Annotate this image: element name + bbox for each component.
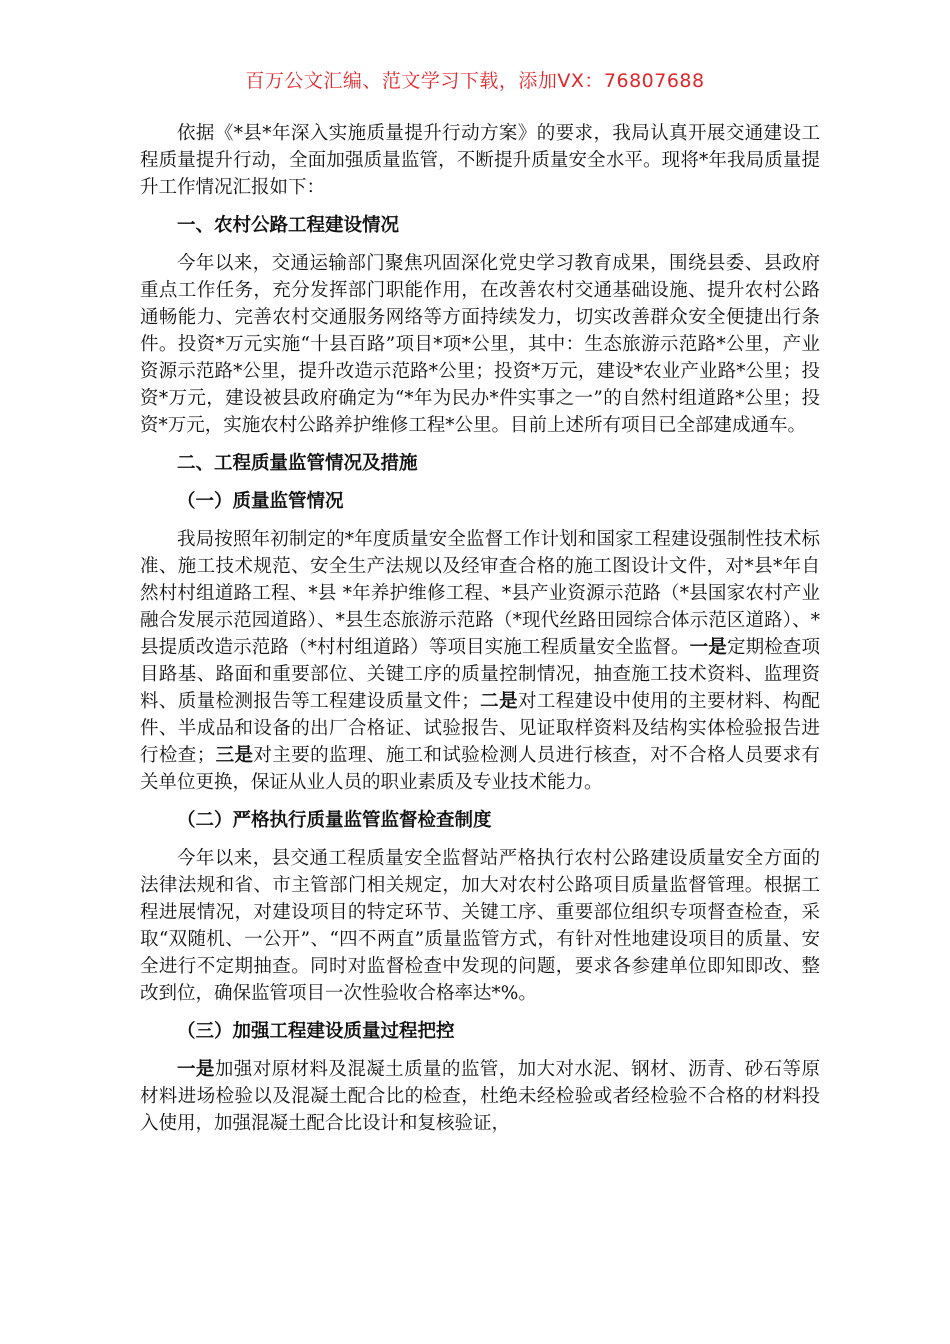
paragraph-inspection-system: 今年以来，县交通工程质量安全监督站严格执行农村公路建设质量安全方面的法律法规和省、市主管部门相关规定，加大对农村公路项目质量监督管理。根据工程进展情况，对建设项目的特定环节、关键工序、重要部位组织专项督查检查，采取“双随机、一公开”、“四不两直”质量监管方式，有针对性地建设项目的质量、安全进行不定期抽查。同时对监督检查中发现的问题，要求各参建单位即知即改、整改到位，确保监管项目一次性验收合格率达*%。 — [140, 848, 820, 1004]
paragraph-process-control — [140, 1056, 820, 1137]
section-heading-2: 二、工程质量监管情况及措施 — [177, 453, 418, 474]
emphasis-third: 三是 — [215, 745, 254, 766]
text-run: 定期检查项目路基、路面和重要部位、关键工序的质量控制情况，抽查施工技术资料、监理资料、质量检测报告等工程建设质量文件； — [140, 637, 820, 712]
emphasis-first: 一是 — [689, 637, 727, 658]
intro-paragraph: 依据《*县*年深入实施质量提升行动方案》的要求，我局认真开展交通建设工程质量提升行动，全面加强质量监管，不断提升质量安全水平。现将*年我局质量提升工作情况汇报如下： — [140, 123, 820, 198]
emphasis-first: 一是 — [177, 1059, 215, 1080]
text-run: 对主要的监理、施工和试验检测人员进行核查，对不合格人员要求有关单位更换，保证从业人员的职业素质及专业技术能力。 — [140, 745, 820, 793]
paragraph-quality-supervision — [140, 526, 820, 796]
subsection-heading-1: （一）质量监管情况 — [177, 491, 344, 512]
emphasis-second: 二是 — [479, 691, 518, 712]
text-run: 加强对原材料及混凝土质量的监管，加大对水泥、钢材、沥青、砂石等原材料进场检验以及混凝土配合比的检查，杜绝未经检验或者经检验不合格的材料投入使用，加强混凝土配合比设计和复核验证， — [140, 1059, 820, 1134]
text-run: 我局按照年初制定的*年度质量安全监督工作计划和国家工程建设强制性技术标准、施工技术规范、安全生产法规以及经审查合格的施工图设计文件，对*县*年自然村村组道路工程、*县 *年养护维修工程、*县产业资源示范路（*县国家农村产业融合发展示范园道路）、*县生态旅游示范路（*现代丝路田园综合体示范区道路）、*县提质改造示范路（*村村组道路）等项目实施工程质量安全监督。 — [140, 529, 820, 658]
section-heading-1: 一、农村公路工程建设情况 — [177, 215, 400, 236]
text-run: 对工程建设中使用的主要材料、构配件、半成品和设备的出厂合格证、试验报告、见证取样资料及结构实体检验报告进行检查； — [140, 691, 820, 766]
subsection-heading-3: （三）加强工程建设质量过程把控 — [177, 1021, 455, 1042]
subsection-heading-2: （二）严格执行质量监管监督检查制度 — [177, 810, 492, 831]
watermark-banner: 百万公文汇编、范文学习下载，添加VX：76807688 — [245, 70, 705, 92]
document-body — [140, 120, 820, 1137]
paragraph-rural-roads: 今年以来，交通运输部门聚焦巩固深化党史学习教育成果，围绕县委、县政府重点工作任务，充分发挥部门职能作用，在改善农村交通基础设施、提升农村公路通畅能力、完善农村交通服务网络等方面持续发力，切实改善群众安全便捷出行条件。投资*万元实施“十县百路”项目*项*公里，其中：生态旅游示范路*公里，产业资源示范路*公里，提升改造示范路*公里；投资*万元，建设*农业产业路*公里；投资*万元，建设被县政府确定为“*年为民办*件实事之一”的自然村组道路*公里；投资*万元，实施农村公路养护维修工程*公里。目前上述所有项目已全部建成通车。 — [140, 253, 820, 436]
